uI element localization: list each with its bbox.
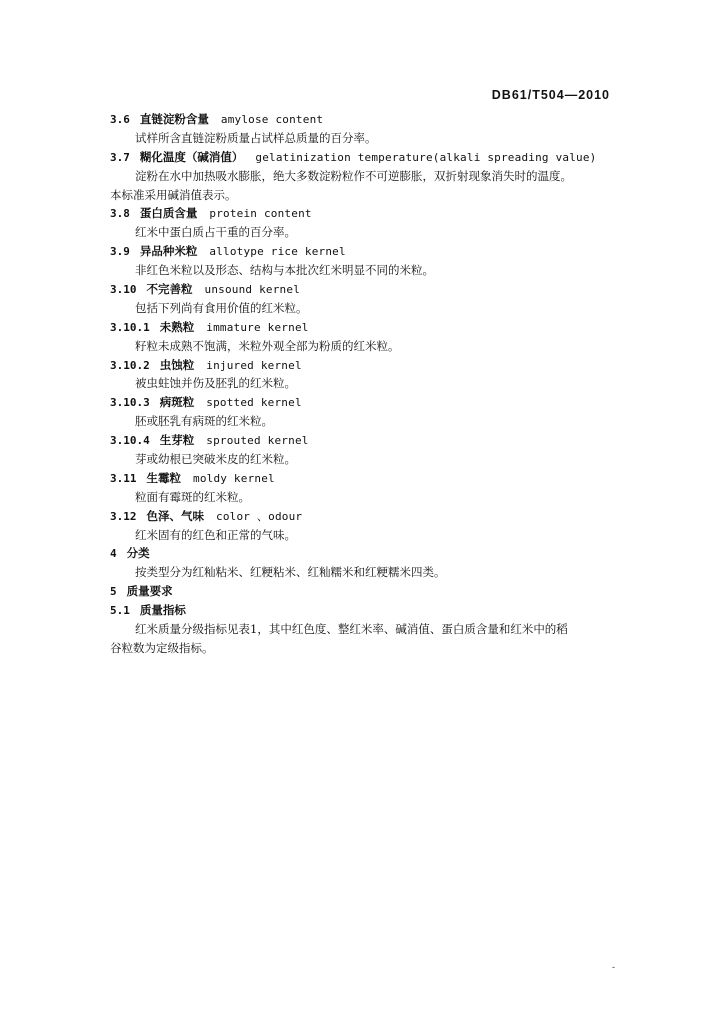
- term-english: protein content: [209, 207, 312, 221]
- term-chinese: 色泽、气味: [146, 508, 204, 523]
- term-chinese: 分类: [126, 546, 150, 561]
- term-chinese: 生霉粒: [146, 470, 181, 485]
- paragraph-line: 包括下列尚有食用价值的红米粒。: [135, 300, 308, 315]
- section-heading: [110, 242, 620, 261]
- term-english: spotted kernel: [206, 396, 302, 410]
- paragraph-line: 本标准采用碱消值表示。: [110, 187, 237, 202]
- term-chinese: 蛋白质含量: [139, 206, 198, 221]
- section-heading: [110, 582, 620, 601]
- paragraph-line: 淀粉在水中加热吸水膨胀，绝大多数淀粉粒作不可逆膨胀，双折射现象消失时的温度。: [135, 168, 572, 183]
- paragraph-line: 非红色米粒以及形态、结构与本批次红米明显不同的米粒。: [135, 263, 434, 278]
- term-english: moldy kernel: [193, 471, 275, 485]
- section-number: 3.12: [110, 509, 137, 523]
- paragraph-line: 胚或胚乳有病斑的红米粒。: [135, 414, 273, 429]
- section-number: 3.10.2: [110, 358, 150, 372]
- term-chinese: 生芽粒: [159, 433, 195, 448]
- section-heading: [110, 507, 620, 526]
- section-number: 3.6: [110, 113, 130, 126]
- paragraph-line: 谷粒数为定级指标。: [110, 640, 214, 655]
- paragraph-line: 被虫蛀蚀并伤及胚乳的红米粒。: [135, 376, 296, 391]
- section-heading: [110, 356, 620, 375]
- term-english: unsound kernel: [204, 283, 301, 297]
- section-number: 3.11: [110, 471, 137, 485]
- term-chinese: 直链淀粉含量: [139, 112, 209, 126]
- section-heading: [110, 110, 620, 129]
- section-number: 5.1: [110, 604, 130, 618]
- paragraph-line: 按类型分为红籼粘米、红粳粘米、红籼糯米和红粳糯米四类。: [135, 565, 446, 580]
- paragraph-line: 红米质量分级指标见表1，其中红色度、整红米率、碱消值、蛋白质含量和红米中的稻: [135, 622, 568, 637]
- paragraph-line: 红米固有的红色和正常的气味。: [135, 527, 296, 542]
- section-number: 3.10.3: [110, 396, 150, 410]
- term-chinese: 未熟粒: [159, 319, 195, 334]
- section-number: 3.10.1: [110, 320, 150, 334]
- section-number: 3.10: [110, 283, 137, 297]
- section-number: 5: [110, 585, 117, 599]
- section-heading: [110, 393, 620, 412]
- section-heading: [110, 431, 620, 450]
- term-chinese: 虫蚀粒: [159, 357, 195, 372]
- section-number: 3.10.4: [110, 434, 150, 448]
- section-heading: [110, 469, 620, 488]
- standard-code: DB61/T504—2010: [491, 88, 610, 102]
- term-english: gelatinization temperature(alkali spreading value): [255, 150, 597, 164]
- section-heading: [110, 601, 620, 620]
- page-mark: -: [612, 962, 615, 972]
- document-body: [110, 110, 620, 658]
- section-heading: [110, 544, 620, 563]
- section-heading: [110, 148, 620, 167]
- paragraph-line: 试样所含直链淀粉质量占试样总质量的百分率。: [135, 130, 377, 145]
- section-number: 4: [110, 547, 117, 561]
- term-chinese: 病斑粒: [159, 395, 195, 410]
- term-english: allotype rice kernel: [209, 245, 346, 259]
- term-chinese: 不完善粒: [146, 282, 193, 297]
- section-heading: [110, 318, 620, 337]
- section-heading: [110, 204, 620, 223]
- term-english: sprouted kernel: [206, 434, 309, 448]
- section-number: 3.8: [110, 207, 130, 221]
- paragraph-line: 芽或幼根已突破米皮的红米粒。: [135, 452, 296, 467]
- term-english: color 、odour: [216, 509, 303, 523]
- term-chinese: 质量指标: [139, 603, 186, 618]
- section-number: 3.9: [110, 245, 130, 259]
- paragraph-line: 粒面有霉斑的红米粒。: [135, 489, 250, 504]
- term-chinese: 糊化温度（碱消值）: [139, 149, 244, 164]
- paragraph-line: 红米中蛋白质占干重的百分率。: [135, 225, 296, 240]
- term-chinese: 质量要求: [126, 584, 173, 599]
- term-english: immature kernel: [206, 320, 309, 334]
- term-english: amylose content: [220, 113, 324, 126]
- term-english: injured kernel: [206, 358, 302, 372]
- section-heading: [110, 280, 620, 299]
- term-chinese: 异品种米粒: [139, 244, 198, 259]
- section-number: 3.7: [110, 150, 130, 164]
- paragraph-line: 籽粒未成熟不饱满，米粒外观全部为粉质的红米粒。: [135, 338, 400, 353]
